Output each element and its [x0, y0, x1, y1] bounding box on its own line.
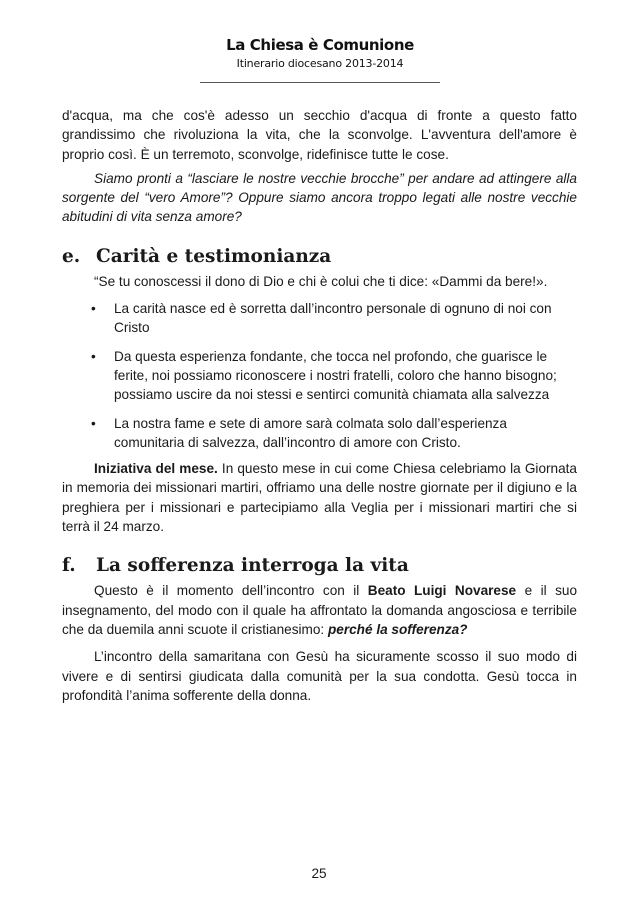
section-heading-e — [62, 245, 577, 269]
initiative-label: Iniziativa del mese. — [94, 461, 218, 477]
paragraph-reflection-question: Siamo pronti a “lasciare le nostre vecchie brocche” per andare ad attingere alla sorgente del “vero Amore”? Oppure siamo ancora troppo legati alle nostre vecchie abitudini di vita senza amore? — [62, 170, 577, 225]
section-letter-e: e. — [62, 245, 81, 267]
running-header — [200, 36, 440, 70]
paragraph-continued: d'acqua, ma che cos'è adesso un secchio d'acqua di fronte a questo fatto grandissimo che rivoluziona la vita, che la sconvolge. L'avventura dell'amore è proprio così. È un terremoto, sconvolge, ridefinisce tutte le cose. — [62, 108, 577, 162]
bullet-icon: • — [91, 348, 96, 364]
initiative-text: In questo mese in cui come Chiesa celebriamo la Giornata in memoria dei missionari martiri, offriamo una delle nostre giornate per il digiuno e la preghiera per i missionari e partecipiamo alla Veglia per i missionari martiri che si terrà il 24 marzo. — [62, 461, 577, 535]
section-f-paragraph-1 — [62, 581, 577, 639]
header-title: La Chiesa è Comunione — [226, 36, 414, 54]
page-body — [62, 106, 577, 705]
emphasis-question: perché la sofferenza? — [327, 621, 468, 637]
header-subtitle: Itinerario diocesano 2013-2014 — [236, 57, 404, 70]
list-item — [62, 347, 577, 405]
section-letter-f: f. — [62, 555, 76, 577]
section-e-bullet-list — [62, 299, 577, 452]
page-number: 25 — [311, 866, 327, 881]
list-item-text: Da questa esperienza fondante, che tocca nel profondo, che guarisce le ferite, noi possiamo riconoscere i nostri fratelli, coloro che hanno bisogno; possiamo uscire da noi stessi e sentirci comunità chiamata alla salvezza — [114, 348, 557, 403]
initiative-paragraph — [62, 459, 577, 536]
text-run: e il suo insegnamento, del modo con il quale ha affrontato la domanda angosciosa e terribile che da duemila anni scuote il cristianesimo: — [62, 583, 578, 637]
list-item — [62, 299, 577, 338]
section-title-e: Carità e testimonianza — [96, 245, 332, 267]
section-heading-f — [62, 554, 577, 578]
section-title-f: La sofferenza interroga la vita — [96, 555, 409, 577]
list-item — [62, 414, 577, 453]
bullet-icon: • — [91, 301, 96, 317]
section-e-quote: “Se tu conoscessi il dono di Dio e chi è colui che ti dice: «Dammi da bere!». — [94, 273, 548, 289]
bullet-icon: • — [91, 415, 96, 431]
header-divider — [200, 82, 440, 83]
highlight-name: Beato Luigi Novarese — [367, 583, 517, 599]
section-f-paragraph-2: L’incontro della samaritana con Gesù ha sicuramente scosso il suo modo di vivere e di sentirsi giudicata dalla comunità per la sua condotta. Gesù tocca in profondità l’anima sofferente della donna. — [62, 649, 577, 703]
list-item-text: La nostra fame e sete di amore sarà colmata solo dall’esperienza comunitaria di salvezza, dall’incontro di amore con Cristo. — [114, 415, 507, 450]
list-item-text: La carità nasce ed è sorretta dall’incontro personale di ognuno di noi con Cristo — [114, 301, 552, 336]
text-run: Questo è il momento dell’incontro con il — [94, 583, 368, 599]
